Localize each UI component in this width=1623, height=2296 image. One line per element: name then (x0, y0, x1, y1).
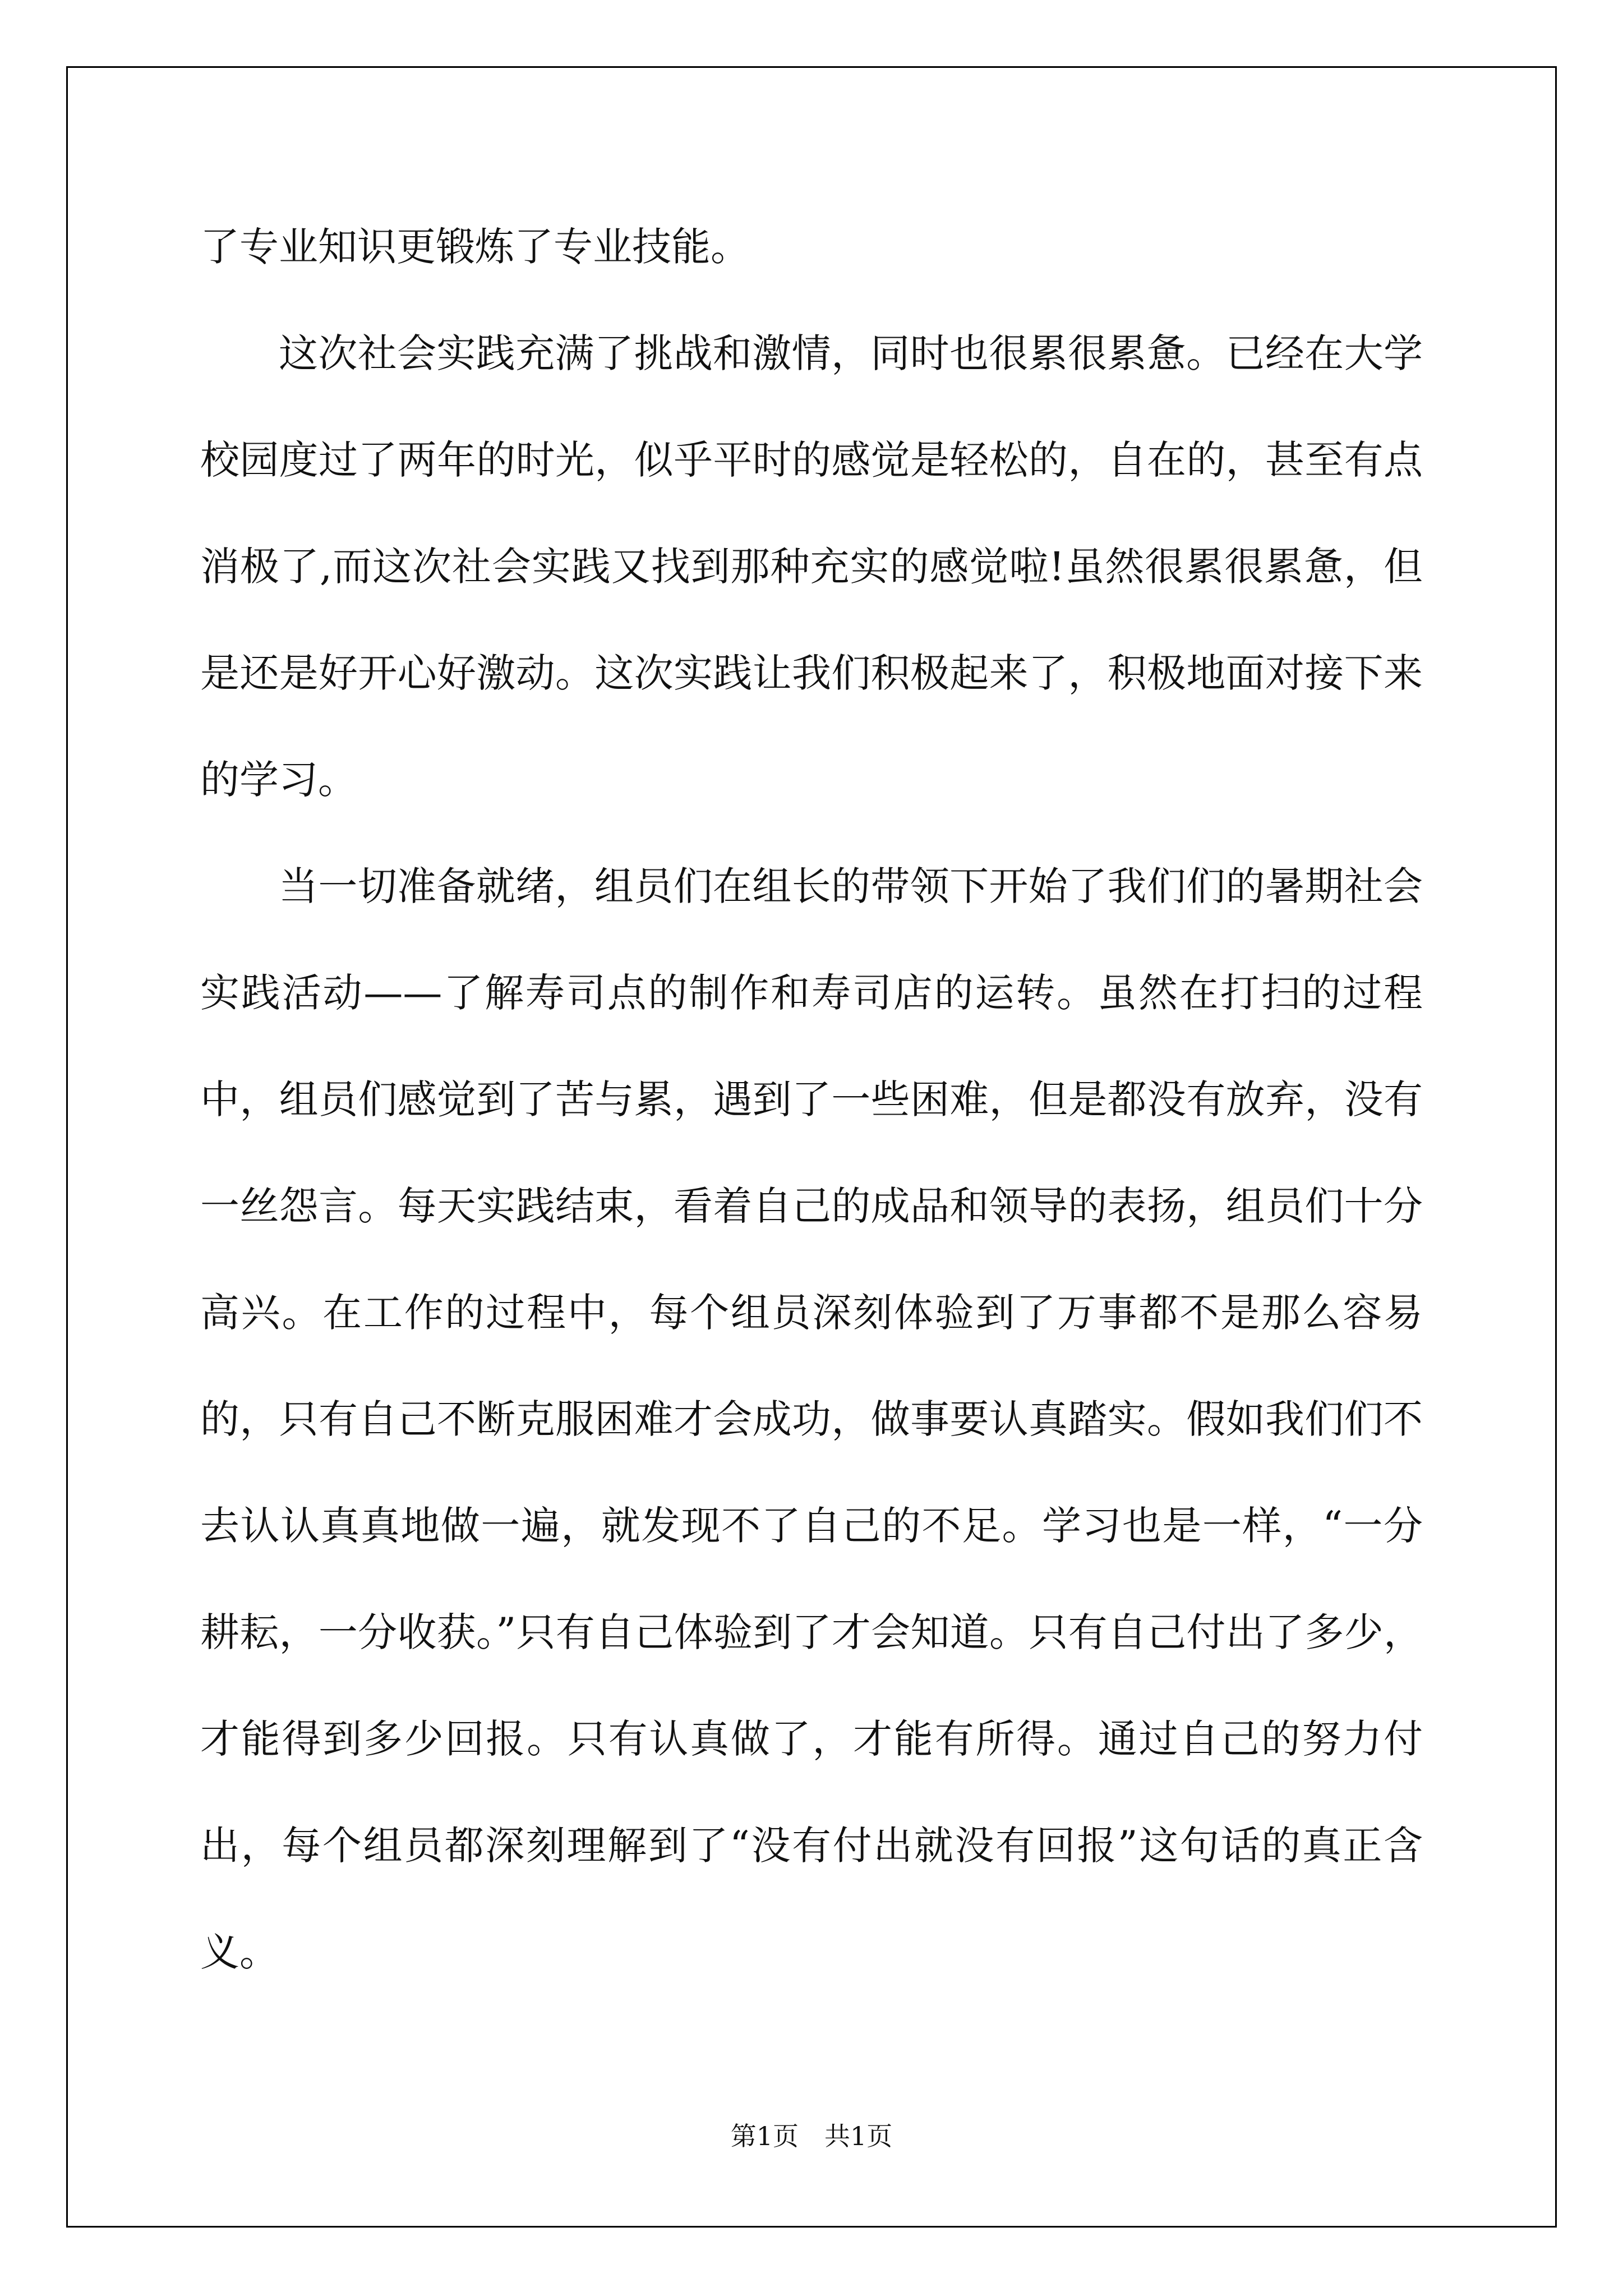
paragraph-1: 了专业知识更锻炼了专业技能。 (200, 224, 750, 270)
page-footer (0, 2119, 1623, 2153)
paragraph-3: 当一切准备就绪，组员们在组长的带领下开始了我们们的暑期社会实践活动——了解寿司点的制作和寿司店的运转。虽然在打扫的过程中，组员们感觉到了苦与累，遇到了一些困难，但是都没有放弃，没有一丝怨言。每天实践结束，看着自己的成品和领导的表扬，组员们十分高兴。在工作的过程中，每个组员深刻体验到了万事都不是那么容易的，只有自己不断克服困难才会成功，做事要认真踏实。假如我们们不去认认真真地做一遍，就发现不了自己的不足。学习也是一样，“一分耕耘，一分收获。”只有自己体验到了才会知道。只有自己付出了多少，才能得到多少回报。只有认真做了，才能有所得。通过自己的努力付出，每个组员都深刻理解到了“没有付出就没有回报”这句话的真正含义。 (200, 863, 1423, 1975)
page-number-label: 第1页 共1页 (730, 2121, 893, 2151)
paragraph-2: 这次社会实践充满了挑战和激情，同时也很累很累惫。已经在大学校园度过了两年的时光，似乎平时的感觉是轻松的，自在的，甚至有点消极了,而这次社会实践又找到那种充实的感觉啦!虽然很累很累惫，但是还是好开心好激动。这次实践让我们积极起来了，积极地面对接下来的学习。 (200, 330, 1423, 803)
document-body (200, 194, 1423, 2005)
